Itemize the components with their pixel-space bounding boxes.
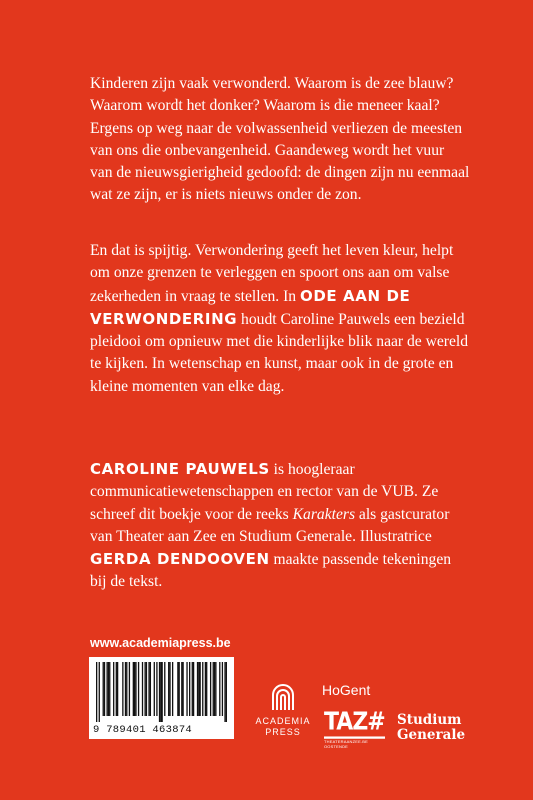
barcode-bar: [96, 662, 97, 722]
barcode-bar: [202, 662, 203, 716]
barcode-bar: [144, 662, 145, 716]
barcode-bar: [103, 662, 104, 716]
barcode-bar: [134, 662, 135, 716]
barcode-bar: [106, 662, 107, 716]
studium-line: Studium: [397, 712, 462, 728]
barcode-bar: [206, 662, 207, 716]
hogent-logo: HoGent: [322, 682, 371, 698]
barcode-bar: [192, 662, 193, 716]
isbn-digits: 9 789401 463874: [93, 724, 193, 736]
barcode-bar: [126, 662, 127, 716]
barcode-bar: [189, 662, 190, 716]
barcode-bar: [129, 662, 130, 716]
barcode-bar: [198, 662, 199, 716]
intro-text: Kinderen zijn vaak verwonderd. Waarom is de zee blauw? Waarom wordt het donker? Waarom is die meneer kaal? Ergens op weg naar de volwassenheid verliezen de meesten van ons die onbevangenheid. Gaandeweg wordt het vuur van de nieuwsgierigheid gedoofd: de dingen zijn nu eenmaal wat ze zijn, er is niets nieuws onder de zon.: [90, 75, 470, 204]
barcode-bar: [99, 662, 100, 722]
barcode-bar: [169, 662, 170, 716]
barcode-bar: [179, 662, 180, 716]
generale-line: Generale: [397, 726, 466, 743]
barcode-bar: [156, 662, 157, 716]
barcode-bar: [205, 662, 206, 716]
barcode-bar: [117, 662, 118, 716]
barcode-bar: [148, 662, 149, 716]
barcode-bar: [172, 662, 173, 716]
book-title: ODE AAN DE VERWONDERING: [90, 286, 411, 328]
studium-generale-logo: [397, 713, 465, 742]
barcode-bar: [162, 662, 163, 722]
illustrator-name: GERDA DENDOOVEN: [90, 550, 270, 569]
series-name: Karakters: [292, 505, 356, 523]
barcode-bar: [213, 662, 214, 716]
press-name: PRESS: [265, 727, 301, 737]
barcode-bar: [186, 662, 187, 716]
barcode-bar: [150, 662, 151, 716]
barcode-bar: [113, 662, 114, 716]
bio-text-2: als gastcurator van Theater aan Zee en Studium Generale. Illustratrice: [90, 505, 450, 545]
barcode-bar: [122, 662, 123, 716]
publisher-website: www.academiapress.be: [90, 636, 231, 650]
barcode-bar: [154, 662, 155, 716]
barcode-bar: [224, 662, 225, 722]
barcode-bar: [197, 662, 198, 716]
barcode-bar: [215, 662, 216, 716]
barcode-bar: [146, 662, 147, 716]
pitch-text-after: houdt Caroline Pauwels een bezield pleidooi om opnieuw met die kinderlijke blik naar de wereld te kijken. In wetenschap en kunst, maar ook in de grote en kleine momenten van elke dag.: [90, 310, 469, 395]
author-name: CAROLINE PAUWELS: [90, 460, 270, 478]
barcode-bar: [219, 662, 220, 716]
bio-text-1: is hoogleraar communicatiewetenschappen en rector van de VUB. Ze schreef dit boekje voor de reeks: [90, 461, 439, 523]
academia-press-logo: [253, 683, 313, 738]
bio-text-3: maakte passende tekeningen bij de tekst.: [90, 551, 452, 591]
barcode-bar: [109, 662, 110, 716]
barcode-bar: [181, 662, 182, 716]
arch-icon: [270, 683, 296, 711]
barcode-bar: [214, 662, 215, 716]
bio-paragraph: [90, 458, 470, 594]
barcode-bar: [164, 662, 165, 716]
barcode-bar: [159, 662, 160, 722]
bio-text: [90, 458, 470, 594]
academia-name: ACADEMIA: [255, 716, 311, 726]
barcode-bar: [193, 662, 194, 716]
taz-logo: [324, 707, 386, 749]
barcode-bar: [133, 662, 134, 716]
barcode-bar: [199, 662, 200, 716]
barcode-bar: [226, 662, 227, 722]
pitch-text: [90, 240, 470, 398]
barcode-bar: [135, 662, 136, 716]
isbn-barcode: [89, 657, 234, 739]
barcode-bar: [108, 662, 109, 716]
barcode-bars: [96, 662, 227, 722]
barcode-bar: [138, 662, 139, 716]
barcode-bar: [116, 662, 117, 716]
taz-mark: TAZ#: [324, 710, 385, 739]
barcode-bar: [222, 662, 223, 716]
barcode-bar: [210, 662, 211, 716]
barcode-bar: [125, 662, 126, 716]
barcode-bar: [182, 662, 183, 716]
barcode-bar: [168, 662, 169, 716]
barcode-bar: [104, 662, 105, 716]
taz-subtitle: THEATERAANZEE.BE OOSTENDE: [324, 739, 369, 749]
pitch-text-before: En dat is spijtig. Verwondering geeft het leven kleur, helpt om onze grenzen te verleggen en spoort ons aan om valse zekerheden in vraag te stellen. In: [90, 242, 454, 305]
barcode-bar: [177, 662, 178, 716]
barcode-bar: [142, 662, 143, 716]
intro-paragraph: [90, 73, 470, 207]
barcode-bar: [160, 662, 161, 722]
pitch-paragraph: [90, 240, 470, 398]
